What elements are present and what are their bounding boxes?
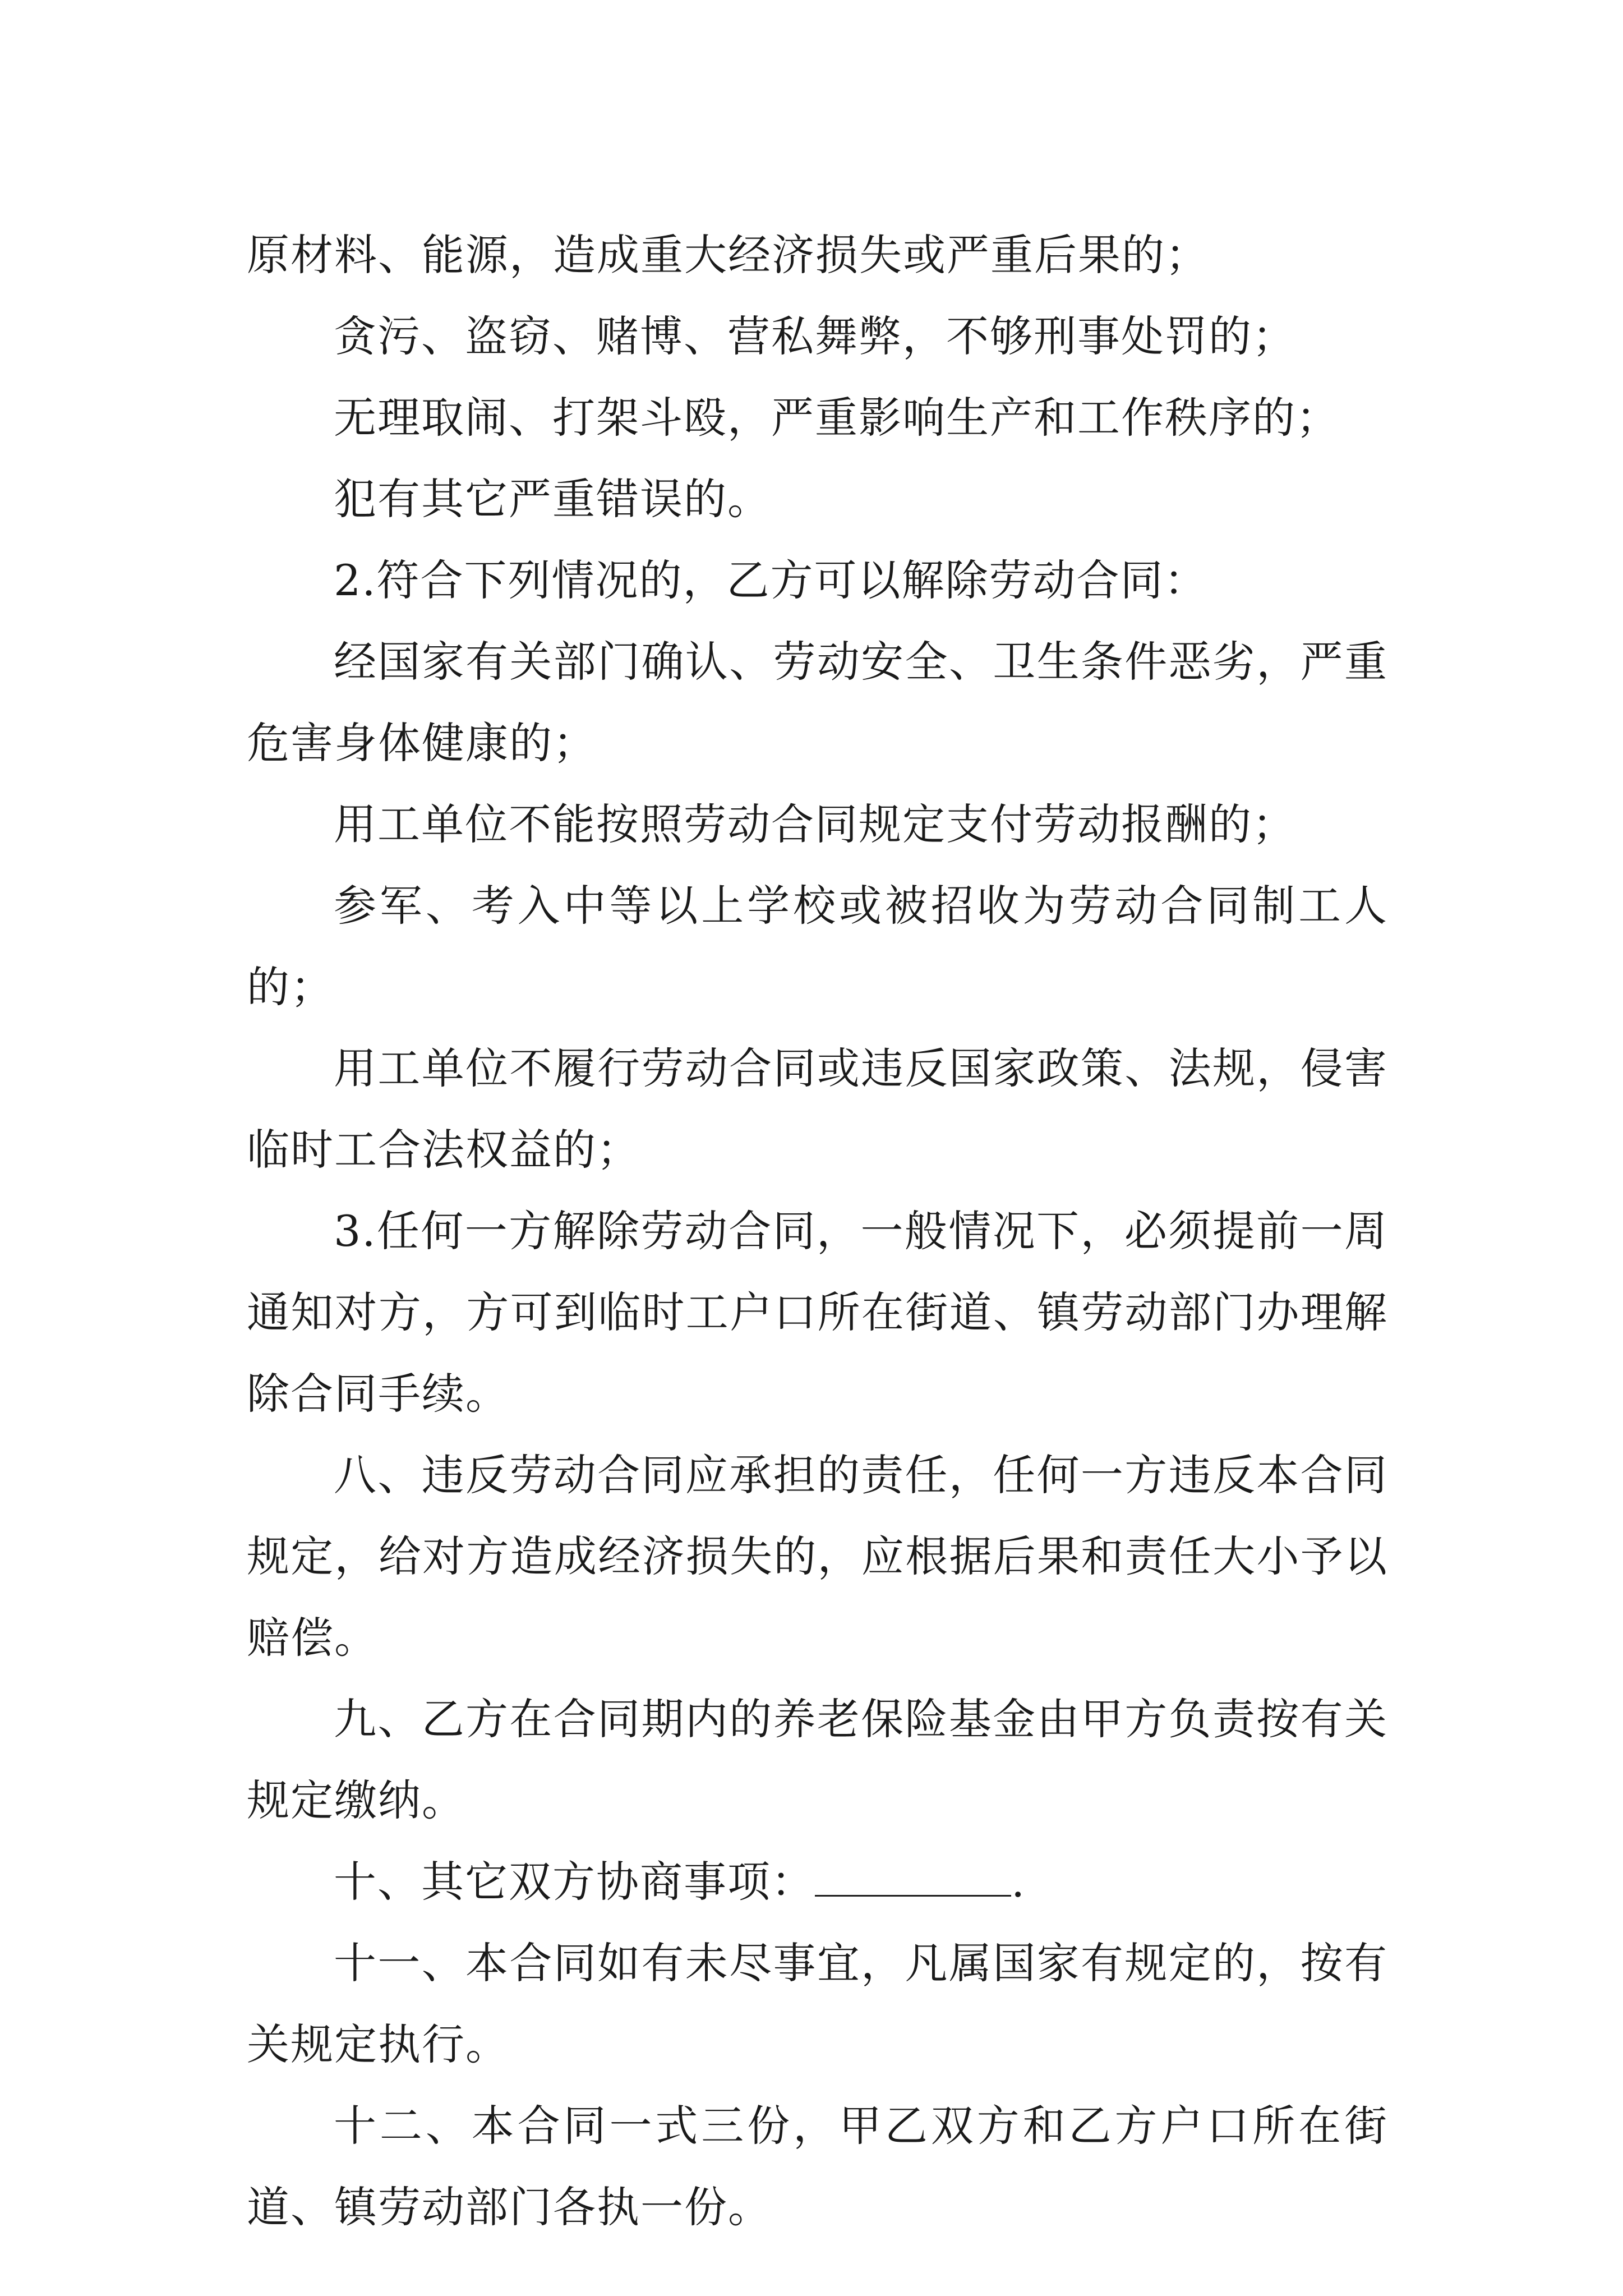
paragraph-article-8-liability: 八、违反劳动合同应承担的责任，任何一方违反本合同规定，给对方造成经济损失的，应根据后果和责任大小予以赔偿。: [247, 1450, 1388, 1663]
paragraph-article-9-pension: 九、乙方在合同期内的养老保险基金由甲方负责按有关规定缴纳。: [247, 1694, 1388, 1825]
paragraph-dismissal-cause-other: 犯有其它严重错误的。: [334, 474, 771, 524]
paragraph-dismissal-cause-disorder: 无理取闹、打架斗殴，严重影响生产和工作秩序的；: [334, 393, 1340, 443]
paragraph-clause-3-notice: 3.任何一方解除劳动合同，一般情况下，必须提前一周通知对方，方可到临时工户口所在街道、镇劳动部门办理解除合同手续。: [247, 1206, 1388, 1419]
paragraph-article-10-other-matters: [247, 1841, 1388, 1922]
paragraph-article-11-unaddressed: 十一、本合同如有未尽事宜，凡属国家有规定的，按有关规定执行。: [247, 1938, 1388, 2069]
paragraph-party-b-cause-pay: 用工单位不能按照劳动合同规定支付劳动报酬的；: [334, 799, 1296, 849]
document-body: [247, 214, 1388, 2248]
paragraph-clause-2-heading: 2.符合下列情况的，乙方可以解除劳动合同：: [334, 555, 1208, 605]
paragraph-party-b-cause-military: 参军、考入中等以上学校或被招收为劳动合同制工人的；: [247, 881, 1388, 1012]
article-10-blank-field[interactable]: [815, 1855, 1011, 1897]
paragraph-party-b-cause-violation: 用工单位不履行劳动合同或违反国家政策、法规，侵害临时工合法权益的；: [247, 1043, 1388, 1175]
article-10-trailing-punct: .: [1011, 1857, 1026, 1907]
paragraph-party-b-cause-safety: 经国家有关部门确认、劳动安全、卫生条件恶劣，严重危害身体健康的；: [247, 637, 1388, 768]
paragraph-dismissal-cause-corruption: 贪污、盗窃、赌博、营私舞弊，不够刑事处罚的；: [334, 311, 1296, 361]
paragraph-dismissal-cause-materials: 原材料、能源，造成重大经济损失或严重后果的；: [247, 230, 1209, 280]
paragraph-article-12-copies: 十二、本合同一式三份，甲乙双方和乙方户口所在街道、镇劳动部门各执一份。: [247, 2101, 1388, 2232]
article-10-label: 十、其它双方协商事项：: [334, 1857, 815, 1907]
